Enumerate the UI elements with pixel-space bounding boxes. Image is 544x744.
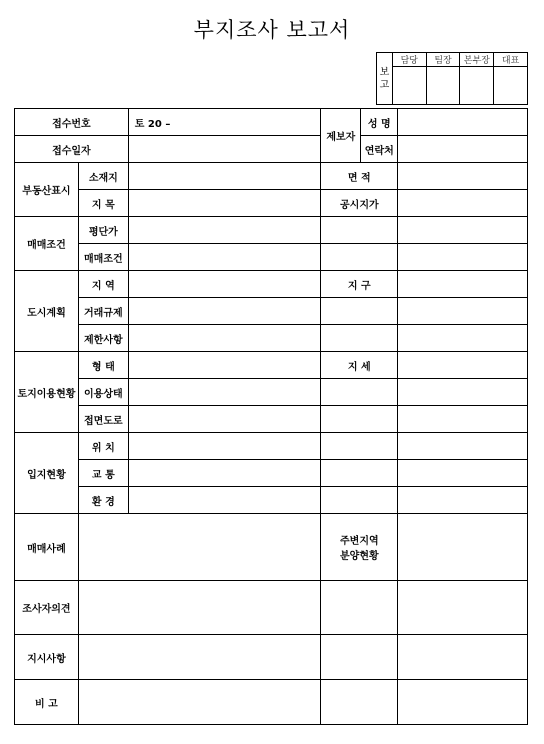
remarks-label: 비 고	[15, 680, 79, 725]
sale-cases-label: 매매사례	[15, 514, 79, 581]
traffic-extra-label-cell	[321, 460, 398, 487]
land-use-label: 토지이용현황	[15, 352, 79, 433]
adjacent-road-label: 접면도로	[78, 406, 128, 433]
adjacent-road-extra-label-cell	[321, 406, 398, 433]
environment-field[interactable]	[128, 487, 321, 514]
approval-sign-staff[interactable]	[392, 67, 426, 105]
instructions-extra-label-cell	[321, 635, 398, 680]
approval-sign-division-head[interactable]	[460, 67, 494, 105]
sale-condition-extra-field[interactable]	[398, 244, 528, 271]
location-label: 소재지	[78, 163, 128, 190]
approval-header-ceo: 대표	[494, 53, 528, 67]
district-field[interactable]	[398, 271, 528, 298]
contact-field[interactable]	[398, 136, 528, 163]
traffic-extra-field[interactable]	[398, 460, 528, 487]
sale-condition-extra-label-cell	[321, 244, 398, 271]
name-field[interactable]	[398, 109, 528, 136]
remarks-extra-label-cell	[321, 680, 398, 725]
position-extra-field[interactable]	[398, 433, 528, 460]
sale-terms-label: 매매조건	[15, 217, 79, 271]
use-status-field[interactable]	[128, 379, 321, 406]
real-estate-label: 부동산표시	[15, 163, 79, 217]
shape-label: 형 태	[78, 352, 128, 379]
trade-regulation-field[interactable]	[128, 298, 321, 325]
investigator-opinion-field[interactable]	[78, 581, 321, 635]
urban-plan-label: 도시계획	[15, 271, 79, 352]
receipt-no-field[interactable]: 토 20 –	[128, 109, 321, 136]
adjacent-road-field[interactable]	[128, 406, 321, 433]
terrain-field[interactable]	[398, 352, 528, 379]
nearby-sales-label: 주변지역 분양현황	[321, 514, 398, 581]
official-price-field[interactable]	[398, 190, 528, 217]
approval-header-team-lead: 팀장	[426, 53, 460, 67]
location-field[interactable]	[128, 163, 321, 190]
instructions-extra-field[interactable]	[398, 635, 528, 680]
district-label: 지 구	[321, 271, 398, 298]
instructions-label: 지시사항	[15, 635, 79, 680]
approval-box	[376, 52, 528, 105]
receipt-date-field[interactable]	[128, 136, 321, 163]
sale-terms-extra-field[interactable]	[398, 217, 528, 244]
site-status-label: 입지현황	[15, 433, 79, 514]
survey-form	[14, 108, 528, 725]
name-label: 성 명	[361, 109, 398, 136]
contact-label: 연락처	[361, 136, 398, 163]
zone-label: 지 역	[78, 271, 128, 298]
position-field[interactable]	[128, 433, 321, 460]
page-title: 부지조사 보고서	[193, 18, 351, 42]
adjacent-road-extra-field[interactable]	[398, 406, 528, 433]
shape-field[interactable]	[128, 352, 321, 379]
reporter-label: 제보자	[321, 109, 361, 163]
approval-sign-team-lead[interactable]	[426, 67, 460, 105]
restriction-field[interactable]	[128, 325, 321, 352]
trade-regulation-extra-label-cell	[321, 298, 398, 325]
land-category-label: 지 목	[78, 190, 128, 217]
approval-sign-ceo[interactable]	[494, 67, 528, 105]
trade-regulation-label: 거래규제	[78, 298, 128, 325]
instructions-field[interactable]	[78, 635, 321, 680]
sale-terms-extra-label-cell	[321, 217, 398, 244]
environment-extra-field[interactable]	[398, 487, 528, 514]
restriction-extra-label-cell	[321, 325, 398, 352]
investigator-opinion-extra-field[interactable]	[398, 581, 528, 635]
remarks-extra-field[interactable]	[398, 680, 528, 725]
area-label: 면 적	[321, 163, 398, 190]
environment-label: 환 경	[78, 487, 128, 514]
terrain-label: 지 세	[321, 352, 398, 379]
receipt-no-label: 접수번호	[15, 109, 129, 136]
restriction-extra-field[interactable]	[398, 325, 528, 352]
price-per-pyeong-field[interactable]	[128, 217, 321, 244]
environment-extra-label-cell	[321, 487, 398, 514]
remarks-field[interactable]	[78, 680, 321, 725]
investigator-opinion-label: 조사자의견	[15, 581, 79, 635]
approval-side-label: 보 고	[377, 53, 393, 105]
trade-regulation-extra-field[interactable]	[398, 298, 528, 325]
position-extra-label-cell	[321, 433, 398, 460]
traffic-field[interactable]	[128, 460, 321, 487]
sale-condition-field[interactable]	[128, 244, 321, 271]
position-label: 위 치	[78, 433, 128, 460]
area-field[interactable]	[398, 163, 528, 190]
use-status-extra-field[interactable]	[398, 379, 528, 406]
land-category-field[interactable]	[128, 190, 321, 217]
official-price-label: 공시지가	[321, 190, 398, 217]
restriction-label: 제한사항	[78, 325, 128, 352]
traffic-label: 교 통	[78, 460, 128, 487]
approval-header-division-head: 본부장	[460, 53, 494, 67]
price-per-pyeong-label: 평단가	[78, 217, 128, 244]
investigator-opinion-extra-label-cell	[321, 581, 398, 635]
use-status-extra-label-cell	[321, 379, 398, 406]
zone-field[interactable]	[128, 271, 321, 298]
use-status-label: 이용상태	[78, 379, 128, 406]
sale-cases-field[interactable]	[78, 514, 321, 581]
receipt-date-label: 접수일자	[15, 136, 129, 163]
sale-condition-label: 매매조건	[78, 244, 128, 271]
approval-header-staff: 담당	[392, 53, 426, 67]
nearby-sales-field[interactable]	[398, 514, 528, 581]
